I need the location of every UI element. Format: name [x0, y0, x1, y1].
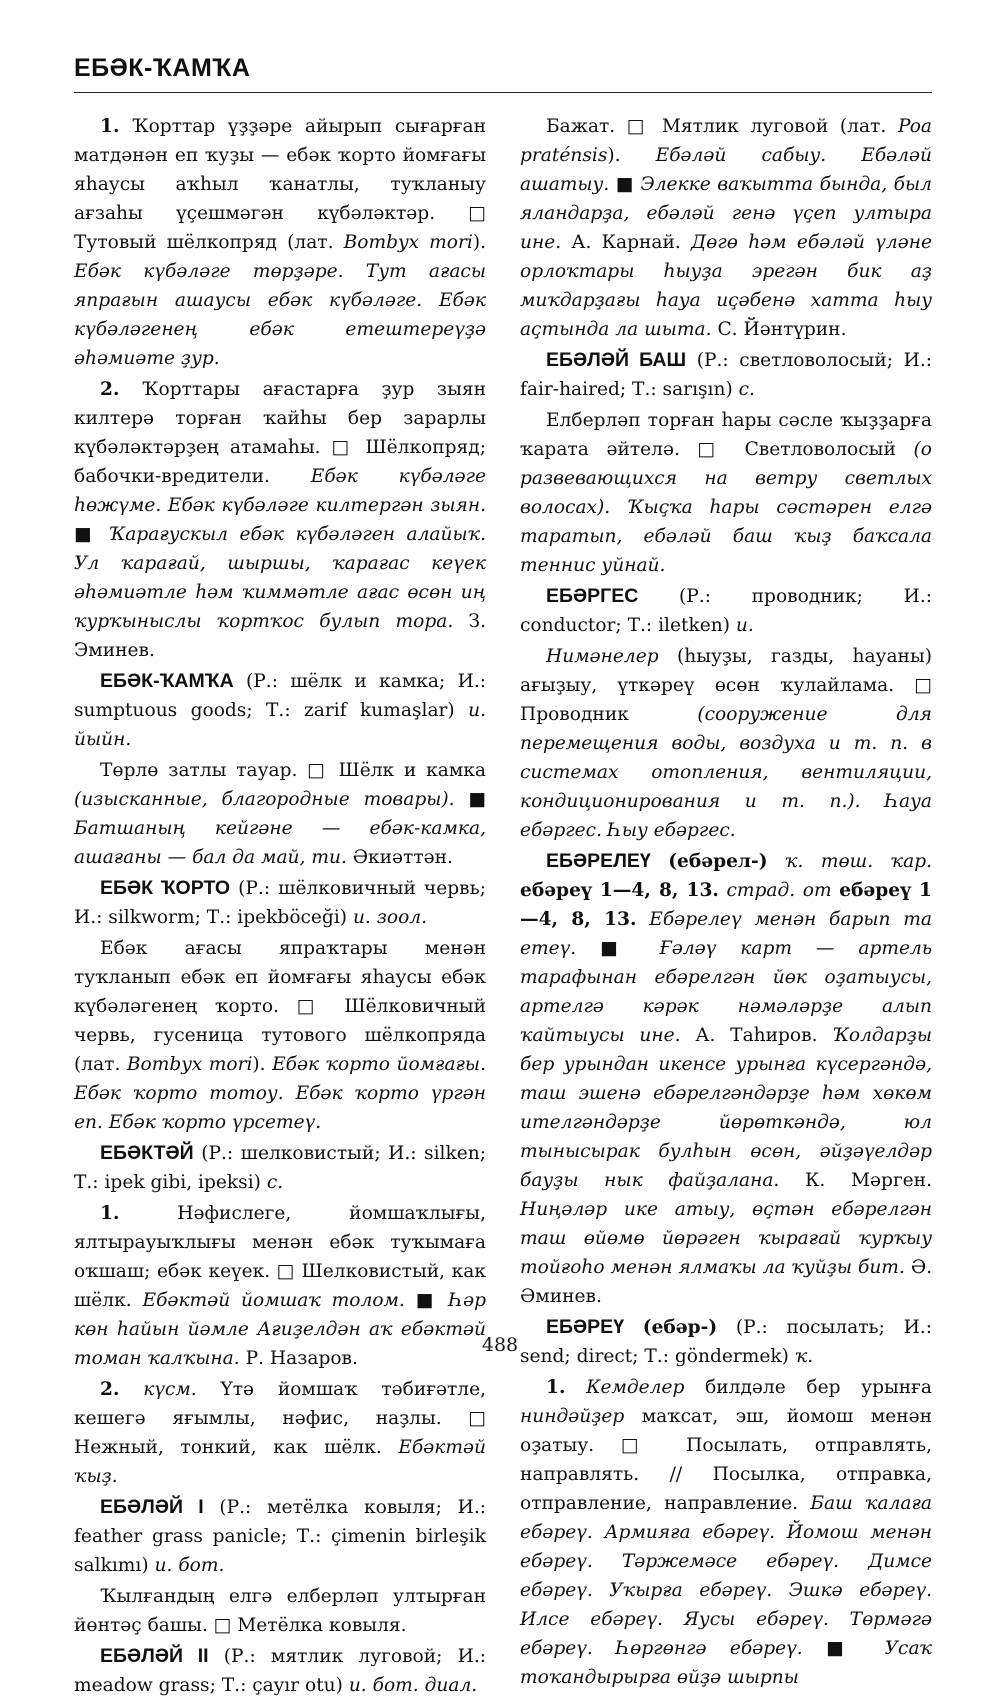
right-column	[520, 112, 932, 1694]
dictionary-paragraph: Бажат. □ Мятлик луговой (лат. Poa praténsis). Ебәләй сабыу. Ебәләй ашатыу. ■ Элекке ваҡытта бында, был яландарҙа, ебәләй генә үҫеп ултыра ине. А. Карнай. Дөгө һәм ебәләй үләне орлоҡтары һыуҙа эрегән бик аҙ миҡдарҙағы һауа иҫәбенә хатта һыу аҫтында ла шыта. С. Йәнтүрин.	[520, 116, 933, 340]
header-rule	[74, 92, 932, 93]
dictionary-paragraph: ЕБӘК ҠОРТО (Р.: шёлковичный червь; И.: silkworm; Т.: ipekböceği) и. зоол.	[74, 877, 486, 928]
headword: ЕБӘЛӘЙ БАШ	[546, 349, 687, 371]
page-number: 488	[481, 1334, 519, 1356]
headword: ЕБӘК-ҠАМҠА	[100, 670, 234, 692]
dictionary-paragraph: ЕБӘЛӘЙ I (Р.: метёлка ковыля; И.: feather grass panicle; Т.: çimenin birleşik salkımı) и. бот.	[74, 1496, 486, 1576]
dictionary-paragraph: ЕБӘКТӘЙ (Р.: шелковистый; И.: silken; Т.: ipek gibi, ipeksi) с.	[74, 1142, 486, 1193]
headword: ЕБӘРЕҮ	[546, 1316, 625, 1338]
dictionary-paragraph: 2. күсм. Үтә йомшаҡ тәбиғәтле, кешегә яғымлы, нәфис, наҙлы. □ Нежный, тонкий, как шёлк. Ебәктәй ҡыҙ.	[74, 1379, 486, 1487]
dictionary-paragraph: ЕБӘРГЕС (Р.: проводник; И.: conductor; Т.: iletken) и.	[520, 585, 932, 636]
dictionary-paragraph: Төрлө затлы тауар. □ Шёлк и камка (изысканные, благородные товары). ■ Батшаның кейгәне — ебәк-камка, ашағаны — бал да май, ти. Әкиәттән.	[74, 760, 487, 868]
running-head: ЕБӘК-ҠАМҠА	[74, 54, 251, 82]
dictionary-paragraph: 1. Кемделер билдәле бер урынға ниндәйҙер маҡсат, эш, йомош менән оҙатыу. □ Посылать, отправлять, направлять. // Посылка, отправка, отправление, направление. Баш ҡалаға ебәреү. Армияға ебәреү. Йомош менән ебәреү. Тәржемәсе ебәреү. Димсе ебәреү. Уҡырға ебәреү. Эшкә ебәреү. Илсе ебәреү. Яусы ебәреү. Төрмәгә ебәреү. Һөргөнгә ебәреү. ■ Усаҡ тоҡандырырға өйҙә шырпы	[520, 1377, 932, 1688]
dictionary-paragraph: Ебәк ағасы япраҡтары менән туҡланып ебәк еп йомғағы яһаусы ебәк күбәләгенең ҡорто. □ Шёлковичный червь, гусеница тутового шёлкопряда (лат. Bombyx mori). Ебәк ҡорто йомғағы. Ебәк ҡорто тотоу. Ебәк ҡорто үргән еп. Ебәк ҡорто үрсетеү.	[74, 938, 486, 1133]
dictionary-paragraph: 2. Ҡорттары ағастарға ҙур зыян килтерә торған ҡайһы бер зарарлы күбәләктәрҙең атамаһы. □ Шёлкопряд; бабочки-вредители. Ебәк күбәләге һөжүме. Ебәк күбәләге килтергән зыян. ■ Ҡарағускыл ебәк күбәләген алайыҡ. Ул ҡарағай, шыршы, ҡарағас кеүек әһәмиәтле һәм ҡиммәтле ағас өсөн иң ҡурҡыныслы ҡортҡос булып тора. З. Эминев.	[74, 379, 487, 661]
dictionary-paragraph: ЕБӘЛӘЙ БАШ (Р.: светловолосый; И.: fair-haired; Т.: sarışın) с.	[520, 349, 932, 400]
dictionary-paragraph: 1. Нәфислеге, йомшаҡлығы, ялтырауыҡлығы менән ебәк туҡымаға оҡшаш; ебәк кеүек. □ Шелковистый, как шёлк. Ебәктәй йомшаҡ толом. ■ Һәр көн һайын йәмле Ағиҙелдән аҡ ебәктәй томан ҡалҡына. Р. Назаров.	[74, 1203, 487, 1369]
headword: ЕБӘРГЕС	[546, 585, 639, 607]
headword: ЕБӘРЕЛЕҮ	[546, 850, 651, 872]
dictionary-paragraph: Нимәнелер (һыуҙы, газды, һауаны) ағыҙыу, үткәреү өсөн ҡулайлама. □ Проводник (сооружение для перемещения воды, воздуха и т. п. в системах отопления, вентиляции, кондиционирования и т. п.). Һауа ебәргес. Һыу ебәргес.	[520, 646, 932, 841]
dictionary-paragraph: Ҡылғандың елгә елберләп ултырған йөнтәҫ башы. □ Метёлка ковыля.	[74, 1586, 486, 1636]
dictionary-paragraph: ЕБӘЛӘЙ II (Р.: мятлик луговой; И.: meadow grass; Т.: çayır otu) и. бот. диал.	[74, 1645, 486, 1696]
headword: ЕБӘЛӘЙ II	[100, 1645, 209, 1667]
left-column	[74, 112, 486, 1702]
dictionary-paragraph: ЕБӘРЕҮ (ебәр-) (Р.: посылать; И.: send; direct; Т.: göndermek) ҡ.	[520, 1316, 932, 1367]
headword: ЕБӘК ҠОРТО	[100, 877, 231, 899]
dictionary-paragraph: 1. Ҡорттар үҙҙәре айырып сығарған матдәнән еп ҡуҙы — ебәк ҡорто йомғағы яһаусы аҡһыл ҡанатлы, туҡланыу ағзаһы үҫешмәгән күбәләктәр. □ Тутовый шёлкопряд (лат. Bombyx mori). Ебәк күбәләге төрҙәре. Тут ағасы япрағын ашаусы ебәк күбәләге. Ебәк күбәләгенең ебәк етештереүҙә әһәмиәте ҙур.	[74, 116, 486, 369]
headword: ЕБӘЛӘЙ I	[100, 1496, 204, 1518]
dictionary-paragraph: Елберләп торған һары сәсле ҡыҙҙарға ҡарата әйтелә. □ Светловолосый (о развевающихся на ветру светлых волосах). Ҡыҫҡа һары сәстәрен елгә таратып, ебәләй баш ҡыҙ баҡсала теннис уйнай.	[520, 410, 932, 576]
dictionary-paragraph: ЕБӘК-ҠАМҠА (Р.: шёлк и камка; И.: sumptuous goods; Т.: zarif kumaşlar) и. йыйн.	[74, 670, 486, 750]
headword: ЕБӘКТӘЙ	[100, 1142, 194, 1164]
dictionary-paragraph: ЕБӘРЕЛЕҮ (ебәрел-) ҡ. төш. ҡар. ебәреү 1—4, 8, 13. страд. от ебәреү 1—4, 8, 13. Ебәрелеү менән барып та етеү. ■ Ғәләү карт — артель тарафынан ебәрелгән йөк оҙатыусы, артелгә кәрәк нәмәләрҙе алып ҡайтыусы ине. А. Таһиров. Ҡолдарҙы бер урындан икенсе урынға күсергәндә, таш эшенә ебәрелгәндәрҙе һәм хөкөм ителгәндәрҙе йөрөткәндә, юл тынысырак булһын өсөн, әйҙәүелдәр бауҙы нык файҙалана. К. Мәрген. Ниңәләр ике атыу, өҫтән ебәрелгән таш өйөмө йөрәген ҡырағай ҡурҡыу тойғоһо менән ялмаҡы ла ҡуйҙы бит. Ә. Әминев.	[520, 850, 933, 1307]
